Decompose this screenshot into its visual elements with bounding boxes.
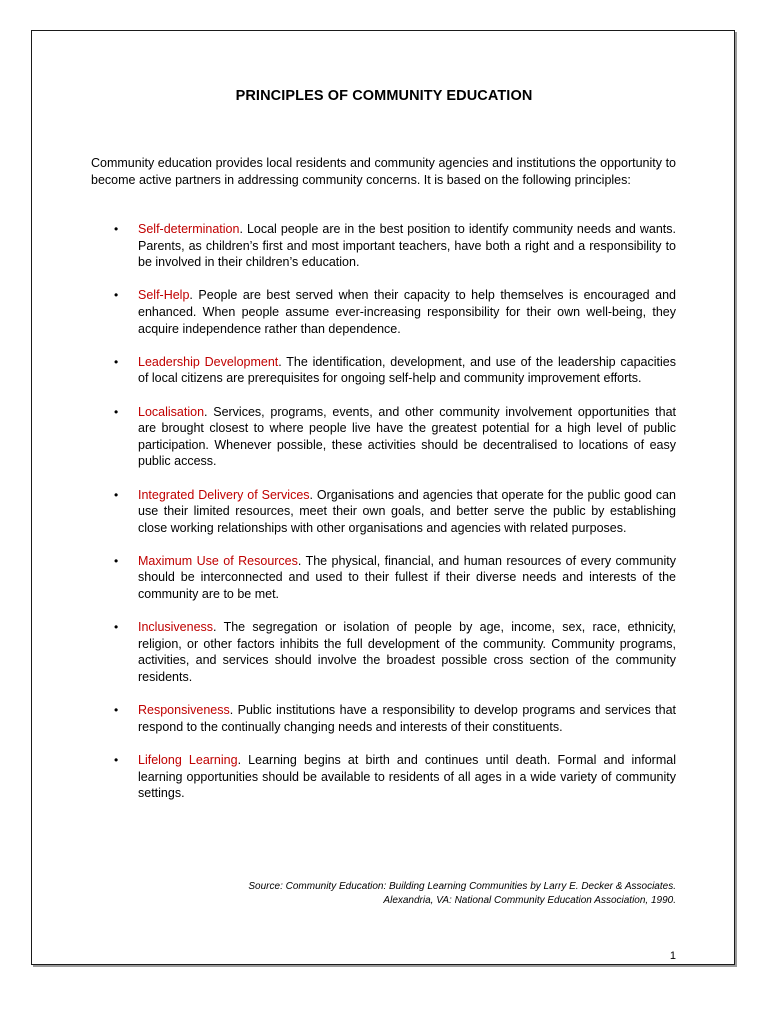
source-line-2: Alexandria, VA: National Community Education Association, 1990.	[383, 895, 676, 906]
principle-text: . Services, programs, events, and other community involvement opportunities that are brought closest to where people live have the greatest potential for a high level of public participation. Whenever possible, these activities should be decentralised to locations of easy public access.	[138, 404, 676, 469]
principle-item	[91, 752, 676, 802]
principle-term: Self-Help	[138, 288, 190, 303]
document-title: PRINCIPLES OF COMMUNITY EDUCATION	[235, 88, 533, 104]
principle-text: . People are best served when their capacity to help themselves is encouraged and enhanced. When people assume ever-increasing responsibility for their own well-being, they acquire independence rather than dependence.	[138, 288, 676, 336]
bullet-icon: •	[114, 553, 119, 568]
principle-term: Lifelong Learning	[138, 753, 238, 767]
principle-term: Integrated Delivery of Services	[138, 487, 310, 502]
bullet-icon: •	[114, 753, 119, 767]
principle-item	[91, 354, 676, 387]
source-citation	[116, 880, 676, 908]
principles-list	[91, 221, 676, 818]
principle-item	[91, 404, 676, 470]
principle-text: . Learning begins at birth and continues until death. Formal and informal learning opportunities should be available to residents of all ages in a wide variety of community settings.	[138, 753, 676, 801]
principle-text: . Local people are in the best position to identify community needs and wants. Parents, as children’s first and most important teachers, have both a right and a responsibility to be involved in their children’s education.	[138, 222, 676, 270]
source-line-1: Source: Community Education: Building Learning Communities by Larry E. Decker & Associates.	[248, 881, 676, 892]
bullet-icon: •	[114, 404, 119, 419]
principle-text: . Public institutions have a responsibility to develop programs and services that respond to the continually changing needs and interests of their constituents.	[138, 703, 676, 734]
principle-text: . The physical, financial, and human resources of every community should be interconnected and used to their fullest if their diverse needs and interests of the community are to be met.	[138, 553, 676, 602]
principle-item	[91, 221, 676, 271]
bullet-icon: •	[114, 354, 119, 369]
principle-text: . Organisations and agencies that operate for the public good can use their limited resources, meet their own goals, and better serve the public by establishing close working relationships with other organisations and agencies with related purposes.	[138, 487, 676, 535]
principle-term: Inclusiveness	[138, 620, 214, 635]
bullet-icon: •	[114, 703, 119, 718]
principle-term: Self-determination	[138, 222, 240, 236]
principle-text: . The identification, development, and use of the leadership capacities of local citizens are prerequisites for ongoing self-help and community improvement efforts.	[138, 354, 676, 386]
intro-paragraph: Community education provides local residents and community agencies and institutions the opportunity to become active partners in addressing community concerns. It is based on the following principles:	[91, 156, 676, 187]
principle-term: Responsiveness	[138, 703, 230, 718]
principle-text: . The segregation or isolation of people by age, income, sex, race, ethnicity, religion, or other factors inhibits the full development of the community. Community programs, activities, and services should involve the broadest possible cross section of the community residents.	[138, 620, 676, 685]
bullet-icon: •	[114, 620, 119, 635]
principle-term: Leadership Development	[138, 354, 279, 369]
bullet-icon: •	[114, 222, 119, 236]
principle-item	[91, 287, 676, 337]
principle-item	[91, 553, 676, 603]
principle-term: Localisation	[138, 404, 205, 419]
page-number: 1	[669, 950, 676, 962]
principle-term: Maximum Use of Resources	[138, 553, 298, 568]
bullet-icon: •	[114, 288, 119, 303]
principle-item	[91, 702, 676, 735]
bullet-icon: •	[114, 487, 119, 502]
principle-item	[91, 619, 676, 685]
principle-item	[91, 487, 676, 537]
